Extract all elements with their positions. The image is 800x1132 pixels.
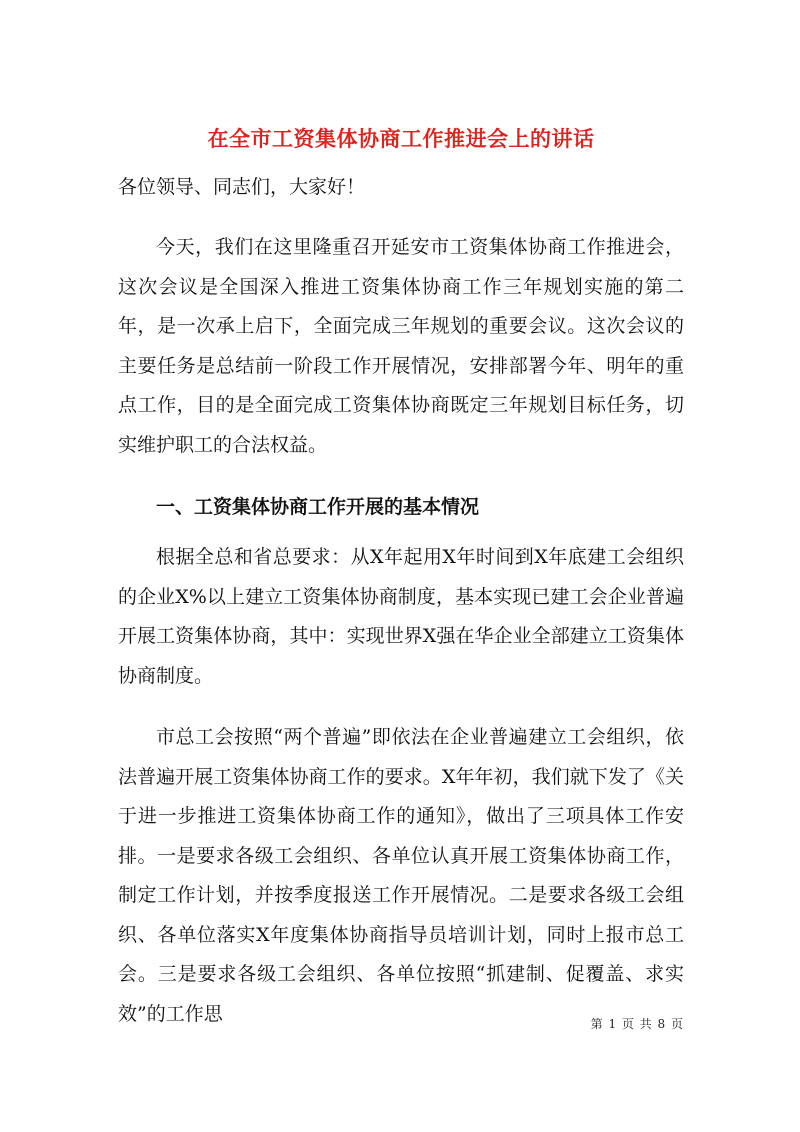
paragraph-arrangements: 市总工会按照“两个普遍”即依法在企业普遍建立工会组织，依法普遍开展工资集体协商工作的要求。X年年初，我们就下发了《关于进一步推进工资集体协商工作的通知》，做出了三项具体工作安排。一是要求各级工会组织、各单位认真开展工资集体协商工作，制定工作计划，并按季度报送工作开展情况。二是要求各级工会组织、各单位落实X年度集体协商指导员培训计划，同时上报市总工会。三是要求各级工会组织、各单位按照“抓建制、促覆盖、求实效”的工作思 — [118, 726, 684, 1025]
page-number-footer: 第 1 页 共 8 页 — [590, 1017, 684, 1031]
paragraph-opening: 今天，我们在这里隆重召开延安市工资集体协商工作推进会，这次会议是全国深入推进工资集体协商工作三年规划实施的第二年，是一次承上启下，全面完成三年规划的重要会议。这次会议的主要任务是总结前一阶段工作开展情况，安排部署今年、明年的重点工作，目的是全面完成工资集体协商既定三年规划目标任务，切实维护职工的合法权益。 — [118, 236, 684, 456]
document-title: 在全市工资集体协商工作推进会上的讲话 — [207, 126, 595, 151]
paragraph-requirements: 根据全总和省总要求：从X年起用X年时间到X年底建工会组织的企业X%以上建立工资集体协商制度，基本实现已建工会企业普遍开展工资集体协商，其中：实现世界X强在华企业全部建立工资集体协商制度。 — [118, 546, 684, 687]
greeting-line: 各位领导、同志们，大家好！ — [118, 176, 366, 198]
section-heading: 一、工资集体协商工作开展的基本情况 — [156, 496, 480, 518]
